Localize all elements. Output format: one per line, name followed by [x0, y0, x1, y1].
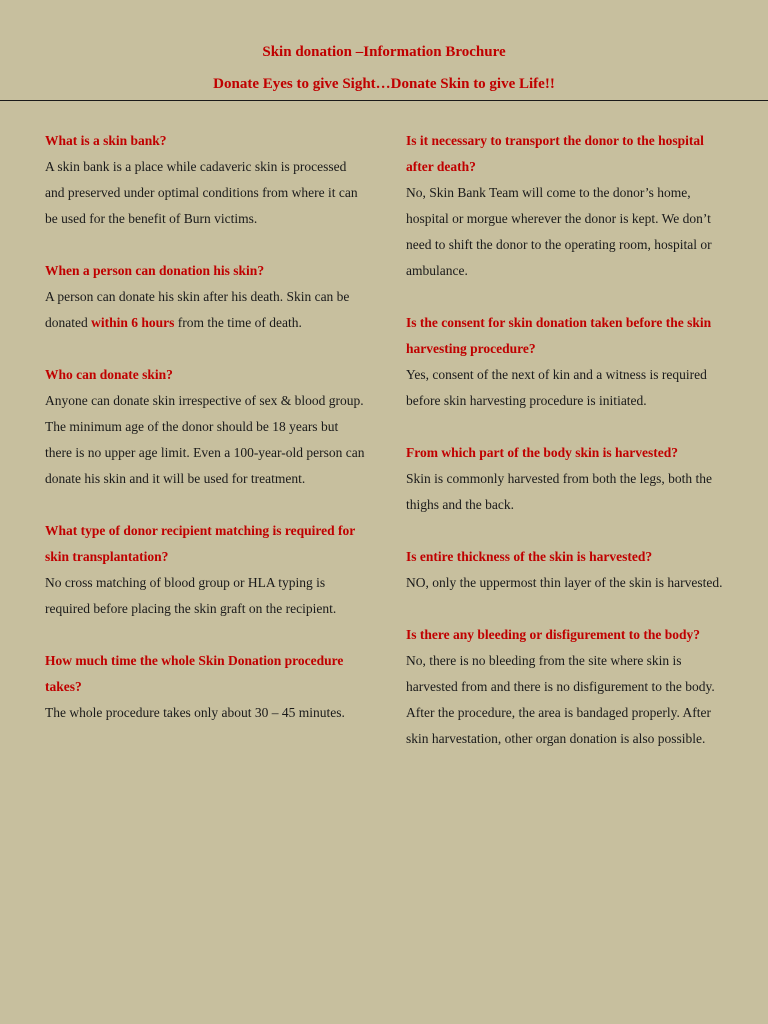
faq-question: What type of donor recipient matching is required for skin transplantation?	[45, 523, 355, 564]
faq-question: What is a skin bank?	[45, 133, 167, 148]
faq-answer: NO, only the uppermost thin layer of the skin is harvested.	[406, 575, 723, 590]
faq-answer: The whole procedure takes only about 30 – 45 minutes.	[45, 705, 345, 720]
left-column	[45, 128, 365, 752]
faq-question: From which part of the body skin is harvested?	[406, 445, 679, 460]
answer-text: from the time of death.	[174, 315, 302, 330]
faq-question: Who can donate skin?	[45, 367, 173, 382]
answer-highlight: within 6 hours	[91, 315, 175, 330]
faq-answer: A skin bank is a place while cadaveric skin is processed and preserved under optimal conditions from where it can be used for the benefit of Burn victims.	[45, 159, 358, 226]
faq-question: Is it necessary to transport the donor to the hospital after death?	[406, 133, 704, 174]
faq-question: How much time the whole Skin Donation procedure takes?	[45, 653, 344, 694]
brochure-tagline: Donate Eyes to give Sight…Donate Skin to give Life!!	[213, 76, 555, 92]
header-divider	[0, 100, 768, 101]
faq-question: When a person can donation his skin?	[45, 263, 265, 278]
faq-answer: Skin is commonly harvested from both the legs, both the thighs and the back.	[406, 471, 712, 512]
faq-answer: Anyone can donate skin irrespective of sex & blood group. The minimum age of the donor should be 18 years but there is no upper age limit. Even a 100-year-old person can donate his skin and it will be used for treatment.	[45, 393, 365, 486]
right-column	[406, 128, 726, 778]
faq-answer: No cross matching of blood group or HLA typing is required before placing the skin graft on the recipient.	[45, 575, 337, 616]
faq-answer: No, there is no bleeding from the site where skin is harvested from and there is no disfigurement to the body. After the procedure, the area is bandaged properly. After skin harvestation, other organ donation is also possible.	[406, 653, 715, 746]
faq-answer: Yes, consent of the next of kin and a witness is required before skin harvesting procedure is initiated.	[406, 367, 707, 408]
faq-answer	[45, 284, 365, 336]
faq-question: Is the consent for skin donation taken before the skin harvesting procedure?	[406, 315, 712, 356]
faq-question: Is entire thickness of the skin is harvested?	[406, 549, 653, 564]
brochure-title: Skin donation –Information Brochure	[262, 44, 506, 60]
answer-text: A person can donate his skin after his death. Skin can be donated	[45, 289, 350, 330]
faq-answer: No, Skin Bank Team will come to the donor’s home, hospital or morgue wherever the donor is kept. We don’t need to shift the donor to the operating room, hospital or ambulance.	[406, 185, 712, 278]
faq-question: Is there any bleeding or disfigurement to the body?	[406, 627, 701, 642]
